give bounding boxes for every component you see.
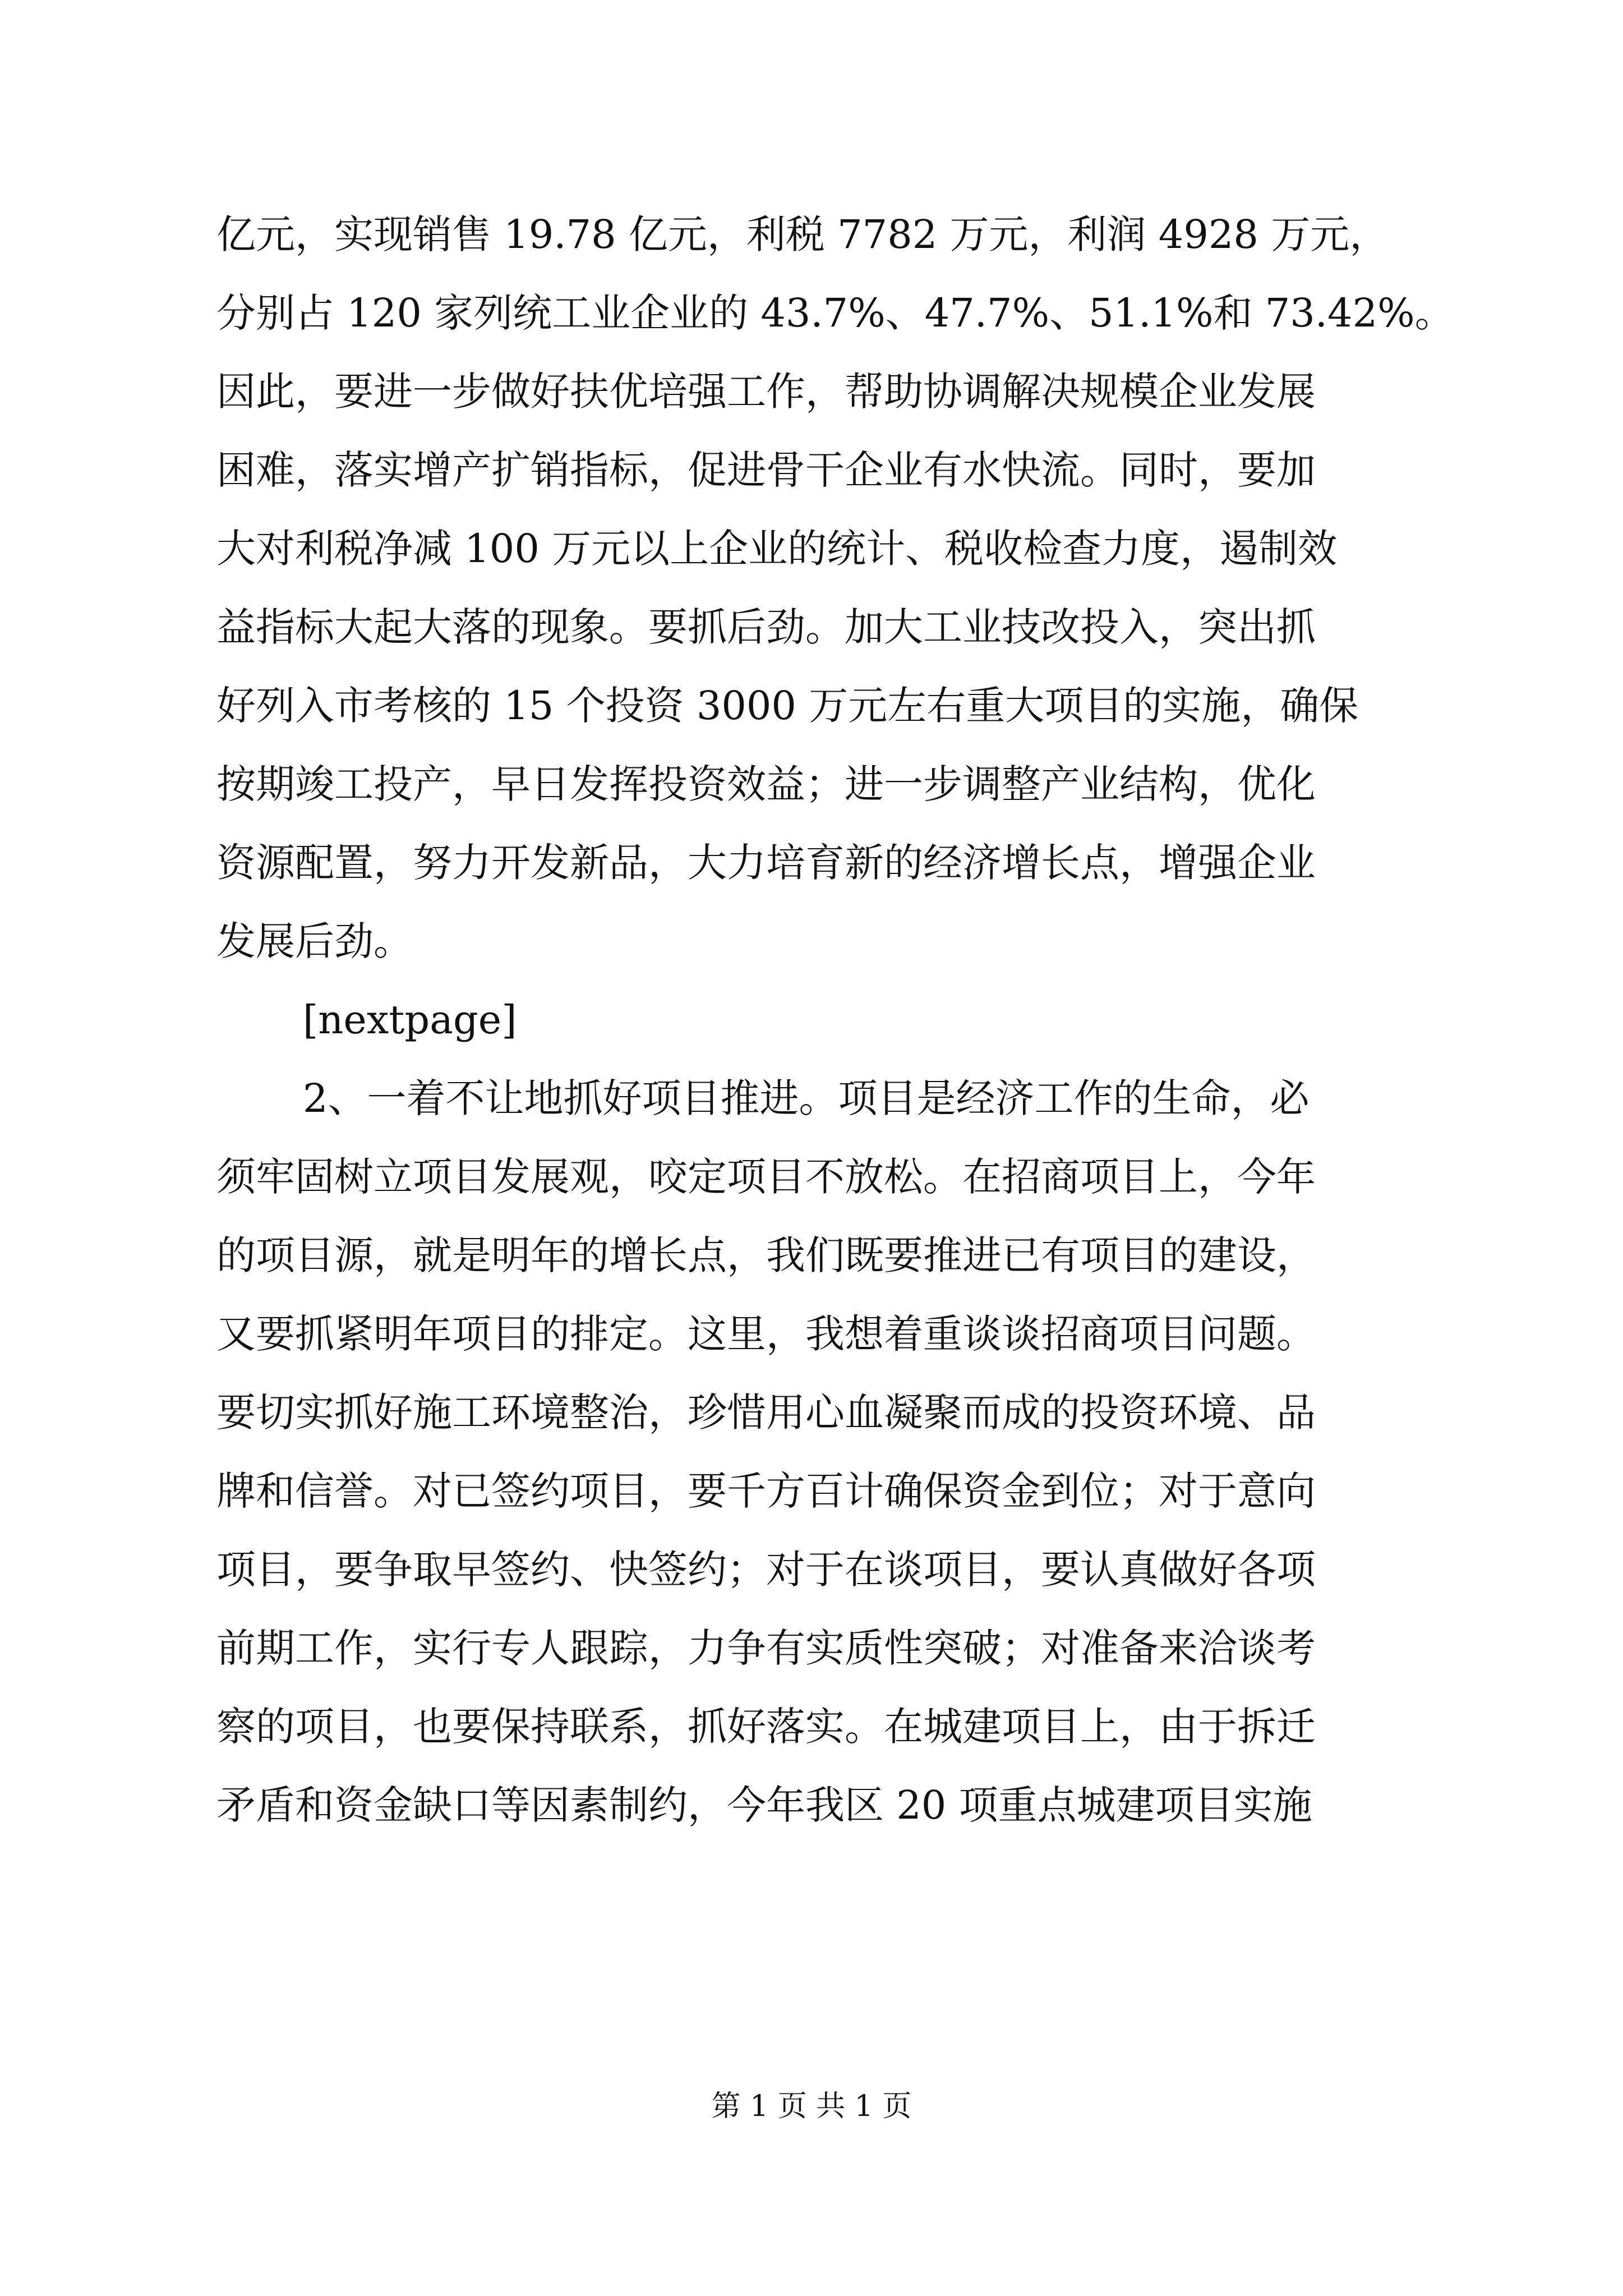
text-line-10: 发展后劲。	[216, 918, 413, 964]
text-line-19: 前期工作，实行专人跟踪，力争有实质性突破；对准备来洽谈考	[216, 1625, 1316, 1671]
text-line-20: 察的项目，也要保持联系，抓好落实。在城建项目上，由于拆迁	[216, 1704, 1316, 1750]
text-line-21: 矛盾和资金缺口等因素制约，今年我区 20 项重点城建项目实施	[216, 1782, 1312, 1828]
text-line-13: 须牢固树立项目发展观，咬定项目不放松。在招商项目上，今年	[216, 1154, 1316, 1200]
text-line-15: 又要抓紧明年项目的排定。这里，我想着重谈谈招商项目问题。	[216, 1311, 1316, 1357]
text-line-12: 2、一着不让地抓好项目推进。项目是经济工作的生命，必	[303, 1075, 1310, 1121]
text-line-14: 的项目源，就是明年的增长点，我们既要推进已有项目的建设，	[216, 1232, 1316, 1278]
text-line-4: 困难，落实增产扩销指标，促进骨干企业有水快流。同时，要加	[216, 447, 1316, 493]
text-line-18: 项目，要争取早签约、快签约；对于在谈项目，要认真做好各项	[216, 1547, 1316, 1593]
text-line-6: 益指标大起大落的现象。要抓后劲。加大工业技改投入，突出抓	[216, 604, 1316, 650]
text-line-17: 牌和信誉。对已签约项目，要千方百计确保资金到位；对于意向	[216, 1468, 1316, 1514]
text-line-9: 资源配置，努力开发新品，大力培育新的经济增长点，增强企业	[216, 840, 1316, 886]
text-line-7: 好列入市考核的 15 个投资 3000 万元左右重大项目的实施，确保	[216, 683, 1359, 729]
page-footer: 第 1 页 共 1 页	[711, 2090, 912, 2123]
text-line-5: 大对利税净减 100 万元以上企业的统计、税收检查力度，遏制效	[216, 526, 1338, 572]
text-line-3: 因此，要进一步做好扶优培强工作，帮助协调解决规模企业发展	[216, 369, 1316, 415]
text-line-16: 要切实抓好施工环境整治，珍惜用心血凝聚而成的投资环境、品	[216, 1389, 1316, 1435]
text-line-8: 按期竣工投产，早日发挥投资效益；进一步调整产业结构，优化	[216, 761, 1316, 807]
document-body	[216, 195, 1454, 1844]
text-line-1: 亿元，实现销售 19.78 亿元，利税 7782 万元，利润 4928 万元，	[216, 211, 1389, 257]
nextpage-marker: [nextpage]	[303, 997, 517, 1043]
text-line-2: 分别占 120 家列统工业企业的 43.7%、47.7%、51.1%和 73.42%。	[216, 290, 1454, 336]
